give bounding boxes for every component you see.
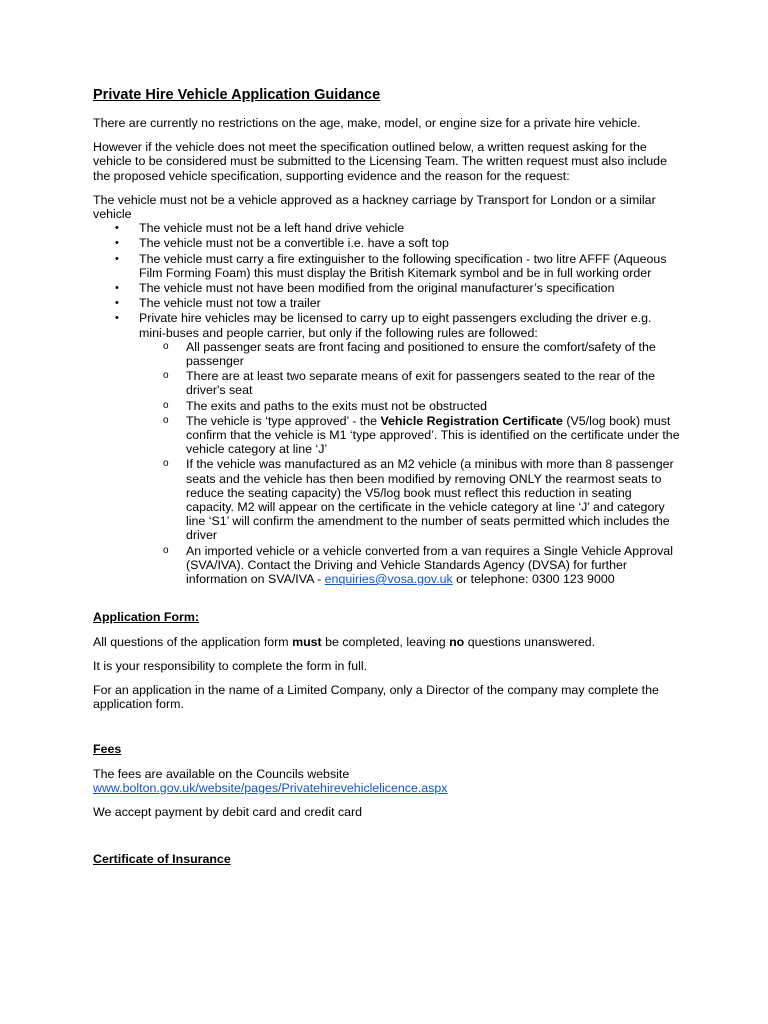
application-form-section — [93, 610, 681, 711]
list-item — [93, 311, 681, 586]
sub-list-item-text — [186, 414, 680, 456]
fees-website-link[interactable]: www.bolton.gov.uk/website/pages/Privatehirevehiclelicence.aspx — [93, 780, 448, 795]
sub-list-item-text: The exits and paths to the exits must not be obstructed — [186, 398, 487, 413]
fees-heading: Fees — [93, 742, 122, 757]
text-run: All questions of the application form — [93, 634, 293, 649]
text-run: The vehicle is ‘type approved’ - the — [186, 413, 381, 428]
list-item — [93, 252, 681, 280]
fees-section — [93, 742, 681, 819]
list-item-text: The vehicle must not have been modified from the original manufacturer’s specification — [139, 281, 615, 296]
intro-paragraph: There are currently no restrictions on the age, make, model, or engine size for a private hire vehicle. — [93, 116, 641, 130]
vehicle-registration-certificate-bold: Vehicle Registration Certificate — [380, 413, 563, 428]
sub-list-item-text: If the vehicle was manufactured as an M2 vehicle (a minibus with more than 8 passenger seats and the vehicle has then been modified by removing ONLY the rearmost seats to reduce the seating capacity) the V5/log book must reflect this reduction in seating capacity. M2 will appear on the certificate in the vehicle category at line ‘J’ and category line ‘S1’ will confirm the amendment to the number of seats permitted which includes the driver — [186, 457, 674, 543]
text-run: An imported vehicle or a vehicle converted from a van requires a Single Vehicle Approval (SVA/IVA). Contact the Driving and Vehicle Standards Agency (DVSA) for further information on SVA/IVA - — [186, 543, 673, 587]
application-form-paragraph-1 — [93, 635, 681, 649]
bullet-glyph: • — [115, 237, 119, 250]
text-run: be completed, leaving — [321, 634, 450, 649]
text-run: The fees are available on the Councils website — [93, 766, 350, 781]
requirements-list — [93, 221, 681, 586]
must-bold: must — [292, 634, 322, 649]
list-item — [93, 281, 681, 295]
sub-list-item — [139, 414, 681, 457]
page-title: Private Hire Vehicle Application Guidance — [93, 87, 381, 103]
sub-list-item-text: There are at least two separate means of exit for passengers seated to the rear of the driver's seat — [186, 369, 656, 398]
text-run: (V5/log book) must confirm that the vehicle is M1 ‘type approved’. This is identified on the certificate under the vehicle category at line ‘J’ — [186, 413, 680, 457]
bullet-glyph: • — [115, 297, 119, 310]
text-run: or telephone: 0300 123 9000 — [452, 572, 615, 587]
list-item — [93, 221, 681, 235]
list-item — [93, 296, 681, 310]
sub-list-item-text: All passenger seats are front facing and positioned to ensure the comfort/safety of the passenger — [186, 339, 656, 369]
sub-list-item — [139, 340, 681, 368]
bullet-glyph: • — [115, 252, 119, 265]
sub-list-item — [139, 457, 681, 542]
sub-bullet-glyph: o — [163, 458, 169, 470]
bullet-glyph: • — [115, 312, 119, 325]
no-bold: no — [449, 634, 465, 649]
list-item-text: The vehicle must not be a convertible i.e. have a soft top — [139, 236, 449, 251]
application-form-heading: Application Form: — [93, 610, 200, 625]
list-item-text: Private hire vehicles may be licensed to carry up to eight passengers excluding the driver e.g. mini-buses and people carrier, but only if the following rules are followed: — [139, 311, 652, 340]
bullet-glyph: • — [115, 282, 119, 295]
list-item-text: The vehicle must not tow a trailer — [139, 296, 321, 311]
list-item — [93, 236, 681, 250]
document-content — [93, 86, 681, 876]
sub-bullet-glyph: o — [163, 544, 169, 556]
payment-paragraph: We accept payment by debit card and credit card — [93, 804, 363, 819]
insurance-section — [93, 852, 681, 866]
sub-list-item — [139, 369, 681, 397]
sub-bullet-glyph: o — [163, 399, 169, 411]
list-item-text: The vehicle must not be a left hand drive vehicle — [139, 221, 405, 236]
application-form-paragraph-2: It is your responsibility to complete the form in full. — [93, 658, 368, 673]
text-run: questions unanswered. — [464, 634, 596, 649]
sub-list-item-text — [186, 544, 673, 586]
sub-bullet-glyph: o — [163, 340, 169, 352]
fees-paragraph — [93, 767, 681, 795]
passenger-rules-list — [139, 340, 681, 586]
written-request-paragraph: However if the vehicle does not meet the specification outlined below, a written request asking for the vehicle to be considered must be submitted to the Licensing Team. The written request must also include the proposed vehicle specification, supporting evidence and the reason for the request: — [93, 140, 667, 183]
sub-bullet-glyph: o — [163, 414, 169, 426]
sub-list-item — [139, 399, 681, 413]
list-item-text: The vehicle must carry a fire extinguisher to the following specification - two litre AFFF (Aqueous Film Forming Foam) this must display the British Kitemark symbol and be in full working order — [139, 251, 667, 280]
sub-list-item — [139, 544, 681, 587]
sub-bullet-glyph: o — [163, 370, 169, 382]
hackney-paragraph: The vehicle must not be a vehicle approved as a hackney carriage by Transport for London or a similar vehicle — [93, 192, 656, 222]
dvsa-email-link[interactable]: enquiries@vosa.gov.uk — [324, 572, 453, 587]
insurance-heading: Certificate of Insurance — [93, 852, 231, 867]
application-form-paragraph-3: For an application in the name of a Limited Company, only a Director of the company may complete the application form. — [93, 682, 659, 712]
bullet-glyph: • — [115, 222, 119, 235]
